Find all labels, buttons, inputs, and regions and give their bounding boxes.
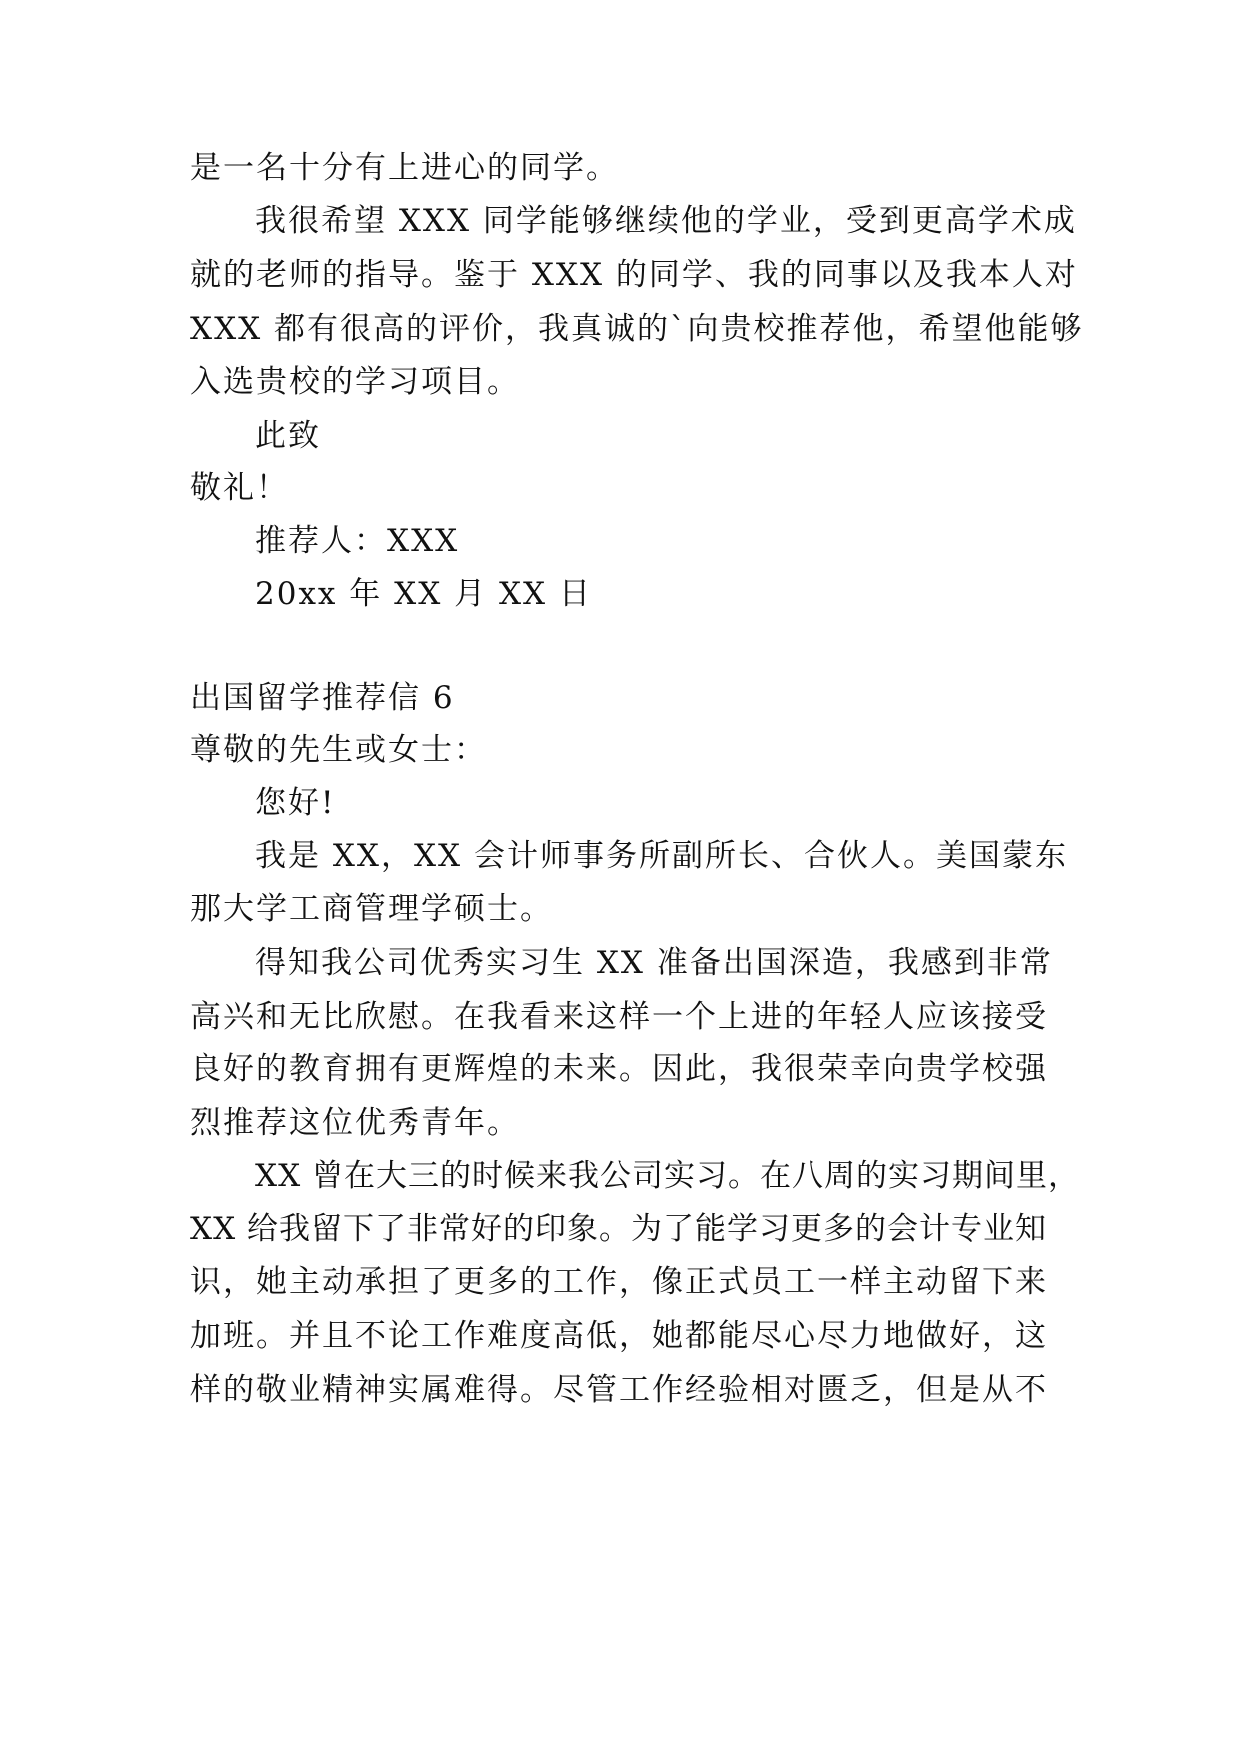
closing-salute: 敬礼！: [190, 470, 289, 506]
text-line: 加班。并且不论工作难度高低，她都能尽心尽力地做好，这: [190, 1318, 1048, 1354]
text-line: 识，她主动承担了更多的工作，像正式员工一样主动留下来: [190, 1264, 1048, 1300]
text-line: 我很希望 XXX 同学能够继续他的学业，受到更高学术成: [255, 203, 1077, 239]
text-line: XXX 都有很高的评价，我真诚的`向贵校推荐他，希望他能够: [190, 311, 1084, 347]
greeting: 您好!: [255, 785, 336, 821]
salutation: 尊敬的先生或女士：: [190, 732, 487, 768]
text-line: 高兴和无比欣慰。在我看来这样一个上进的年轻人应该接受: [190, 999, 1048, 1035]
section-title: 出国留学推荐信 6: [190, 680, 455, 716]
text-line: 入选贵校的学习项目。: [190, 364, 520, 400]
text-line: 良好的教育拥有更辉煌的未来。因此，我很荣幸向贵学校强: [190, 1051, 1048, 1087]
text-line: XX 给我留下了非常好的印象。为了能学习更多的会计专业知: [190, 1211, 1047, 1247]
text-line: 就的老师的指导。鉴于 XXX 的同学、我的同事以及我本人对: [190, 257, 1078, 293]
recommender-line: 推荐人：XXX: [255, 523, 460, 559]
text-line: 得知我公司优秀实习生 XX 准备出国深造，我感到非常: [255, 945, 1053, 981]
text-line: 是一名十分有上进心的同学。: [190, 150, 619, 186]
text-line: 我是 XX，XX 会计师事务所副所长、合伙人。美国蒙东: [255, 838, 1068, 874]
text-line: 样的敬业精神实属难得。尽管工作经验相对匮乏，但是从不: [190, 1372, 1048, 1408]
text-line: 那大学工商管理学硕士。: [190, 891, 553, 927]
text-line: XX 曾在大三的时候来我公司实习。在八周的实习期间里，: [255, 1158, 1080, 1194]
closing-line: 此致: [255, 418, 321, 454]
text-line: 烈推荐这位优秀青年。: [190, 1105, 520, 1141]
date-line: 20xx 年 XX 月 XX 日: [255, 576, 592, 612]
